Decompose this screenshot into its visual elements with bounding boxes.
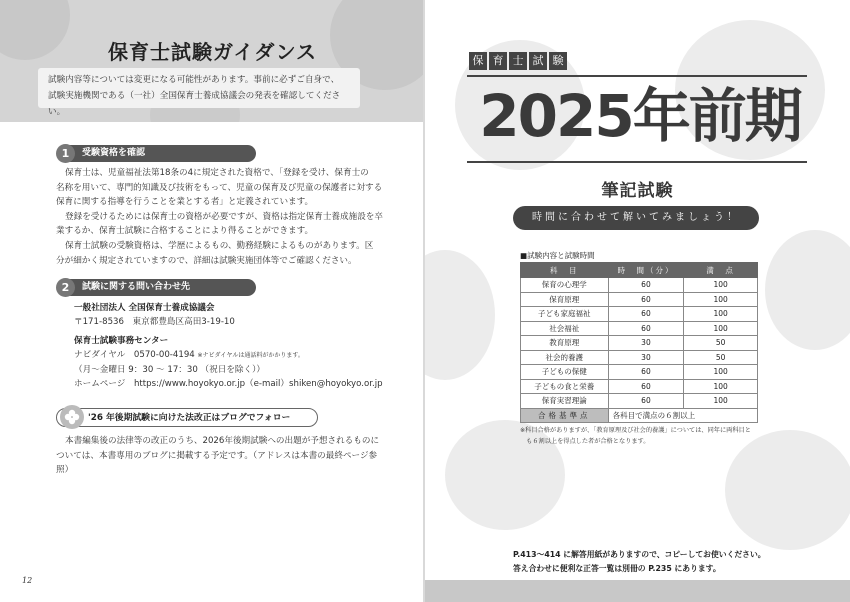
footer-line: 答え合わせに便利な正答一覧は別冊の P.235 にあります。: [513, 564, 721, 573]
column-header: 満 点: [684, 263, 758, 278]
exam-subtitle: 筆記試験: [601, 181, 674, 201]
note-line: ※科目合格がありますが、「教育原理及び社会的養護」については、同年に両科目と: [520, 427, 751, 434]
score-cell: 100: [684, 307, 758, 322]
table-row: [521, 292, 758, 307]
time-cell: 30: [608, 336, 684, 351]
contact-block: [74, 301, 383, 391]
body-line: 本書編集後の法律等の改正のうち、2026年後期試験への出題が予想されるものに: [65, 436, 380, 446]
subject-cell: 社会福祉: [521, 321, 609, 336]
pass-criteria-label: 合格基準点: [521, 408, 609, 423]
title-rule-top: [467, 75, 807, 77]
table-row: [521, 350, 758, 365]
column-header: 科 目: [521, 263, 609, 278]
subject-cell: 教育原理: [521, 336, 609, 351]
section-number: 1: [56, 144, 75, 163]
time-cell: 60: [608, 321, 684, 336]
title-rule-bottom: [467, 161, 807, 163]
notice-line: 試験内容等については変更になる可能性があります。事前に必ずご自身で、: [48, 75, 340, 85]
section-label: 受験資格を確認: [82, 148, 146, 158]
subject-cell: 子どもの保健: [521, 365, 609, 380]
guidance-title: 保育士試験ガイダンス: [108, 40, 317, 64]
note-line: も６割以上を得点した者が合格となります。: [520, 438, 650, 445]
subject-cell: 子ども家庭福祉: [521, 307, 609, 322]
score-cell: 100: [684, 379, 758, 394]
organization-name: 一般社団法人 全国保育士養成協議会: [74, 303, 215, 313]
score-cell: 100: [684, 394, 758, 409]
table-row: [521, 278, 758, 293]
subject-cell: 子どもの食と栄養: [521, 379, 609, 394]
clover-icon: [60, 405, 84, 429]
score-cell: 100: [684, 278, 758, 293]
time-cell: 60: [608, 379, 684, 394]
section-number: 2: [56, 278, 75, 297]
body-line: 名称を用いて、専門的知識及び技術をもって、児童の保育及び児童の保護者に対する: [56, 182, 383, 193]
notice-box: [38, 68, 360, 117]
section-1-body: [56, 166, 386, 268]
body-line: 業するか、保育士試験に合格することにより得ることができます。: [56, 226, 314, 237]
table-caption: ■試験内容と試験時間: [520, 251, 595, 260]
time-cell: 60: [608, 278, 684, 293]
section-label: 試験に関する問い合わせ先: [82, 282, 191, 292]
time-cell: 60: [608, 394, 684, 409]
page-number: 12: [22, 576, 33, 585]
table-note: [520, 425, 758, 447]
column-header: 時 間（分）: [608, 263, 684, 278]
section-2-heading: [56, 279, 256, 296]
center-name: 保育士試験事務センター: [74, 336, 169, 346]
body-line: 保育士は、児童福祉法第18条の4に規定された資格で、「登録を受け、保育士の: [65, 168, 369, 178]
time-cell: 60: [608, 365, 684, 380]
schedule-table: [520, 262, 758, 423]
time-cell: 60: [608, 292, 684, 307]
score-cell: 100: [684, 365, 758, 380]
blog-body: [56, 434, 386, 478]
pass-criteria-row: [521, 408, 758, 423]
organization-address: 〒171-8536 東京都豊島区高田3-19-10: [74, 317, 235, 327]
body-line: ついては、本書専用のブログに掲載する予定です。（アドレスは本書の最終ページ参照）: [56, 450, 378, 476]
subject-cell: 社会的養護: [521, 350, 609, 365]
section-1-heading: [56, 145, 256, 162]
table-header-row: [521, 263, 758, 278]
web-contact: ホームページ https://www.hoyokyo.or.jp（e-mail）shiken@hoyokyo.or.jp: [74, 379, 383, 389]
table-row: [521, 365, 758, 380]
footer-line: P.413～414 に解答用紙がありますので、コピーしてお使いください。: [513, 550, 766, 559]
body-line: 保育士試験の受験資格は、学歴によるもの、勤務経験によるものがあります。区: [65, 240, 374, 251]
time-cell: 60: [608, 307, 684, 322]
table-row: [521, 336, 758, 351]
subject-cell: 保育実習理論: [521, 394, 609, 409]
time-cell: 30: [608, 350, 684, 365]
score-cell: 100: [684, 292, 758, 307]
table-row: [521, 379, 758, 394]
exam-tag-char: 験: [549, 52, 567, 70]
subject-cell: 保育の心理学: [521, 278, 609, 293]
guidance-header: [0, 0, 425, 122]
instruction-pill: 時間に合わせて解いてみましょう！: [513, 206, 759, 230]
exam-tag-char: 育: [489, 52, 507, 70]
score-cell: 50: [684, 350, 758, 365]
exam-tag-char: 士: [509, 52, 527, 70]
body-line: 分が細かく規定されていますので、詳細は試験実施団体等でご確認ください。: [56, 255, 357, 266]
navi-dial-number: ナビダイヤル 0570-00-4194: [74, 350, 195, 360]
exam-tag-char: 試: [529, 52, 547, 70]
answer-sheet-info: [513, 548, 766, 576]
pass-criteria-value: 各科目で満点の６割以上: [608, 408, 757, 423]
body-line: 保育に関する指導を行うことを業とする者」と定義されています。: [56, 197, 314, 208]
exam-period-title: 2025年前期: [479, 82, 801, 150]
exam-tag-char: 保: [469, 52, 487, 70]
table-row: [521, 321, 758, 336]
navi-dial: [74, 348, 383, 363]
notice-line: 試験実施機関である（一社）全国保育士養成協議会の発表を確認してください。: [48, 91, 341, 117]
subject-cell: 保育原理: [521, 292, 609, 307]
table-row: [521, 394, 758, 409]
navi-dial-note: ※ナビダイヤルは通話料がかかります。: [197, 352, 304, 359]
blog-banner-label: '26 年後期試験に向けた法改正はブログでフォロー: [88, 413, 291, 423]
bottom-band: [425, 580, 850, 602]
right-page: [425, 0, 850, 602]
exam-tag: [469, 52, 593, 72]
score-cell: 50: [684, 336, 758, 351]
office-hours: （月～金曜日 9：30 ～ 17：30 （祝日を除く））: [74, 365, 265, 375]
score-cell: 100: [684, 321, 758, 336]
body-line: 登録を受けるためには保育士の資格が必要ですが、資格は指定保育士養成施設を卒: [65, 211, 383, 222]
table-row: [521, 307, 758, 322]
